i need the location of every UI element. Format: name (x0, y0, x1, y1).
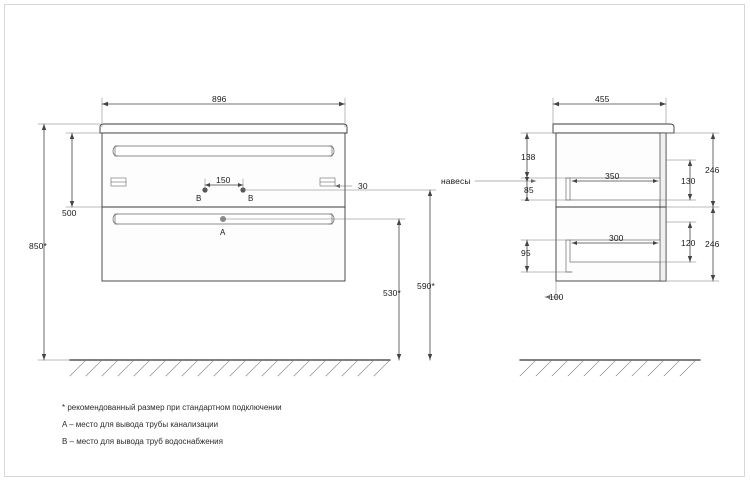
legend-line-3: B – место для вывода труб водоснабжения (62, 437, 223, 446)
callout-hangers: навесы (441, 176, 471, 186)
dim-total-850: 850* (29, 241, 47, 251)
dim-side-350: 350 (605, 171, 620, 181)
dim-offset-30: 30 (358, 181, 368, 191)
dim-side-95: 95 (521, 248, 531, 258)
dim-height-500: 500 (62, 208, 77, 218)
marker-label-b-left: B (196, 194, 202, 203)
dim-530: 530* (383, 288, 401, 298)
dim-side-246-top: 246 (705, 165, 720, 175)
dim-side-130: 130 (681, 176, 696, 186)
dim-side-depth-455: 455 (595, 94, 610, 104)
dim-side-100: 100 (549, 292, 564, 302)
dim-side-300: 300 (609, 233, 624, 243)
dim-side-138: 138 (521, 152, 536, 162)
legend-line-1: * рекомендованный размер при стандартном подключении (62, 403, 282, 412)
dim-inner-150: 150 (216, 175, 231, 185)
dim-side-246-bottom: 246 (705, 239, 720, 249)
marker-label-a: A (220, 228, 226, 237)
dim-side-85: 85 (524, 185, 534, 195)
dim-590: 590* (417, 281, 435, 291)
legend-line-2: A – место для вывода трубы канализации (62, 420, 219, 429)
marker-label-b-right: B (248, 194, 254, 203)
dim-side-120: 120 (681, 238, 696, 248)
dim-front-width: 896 (212, 94, 227, 104)
